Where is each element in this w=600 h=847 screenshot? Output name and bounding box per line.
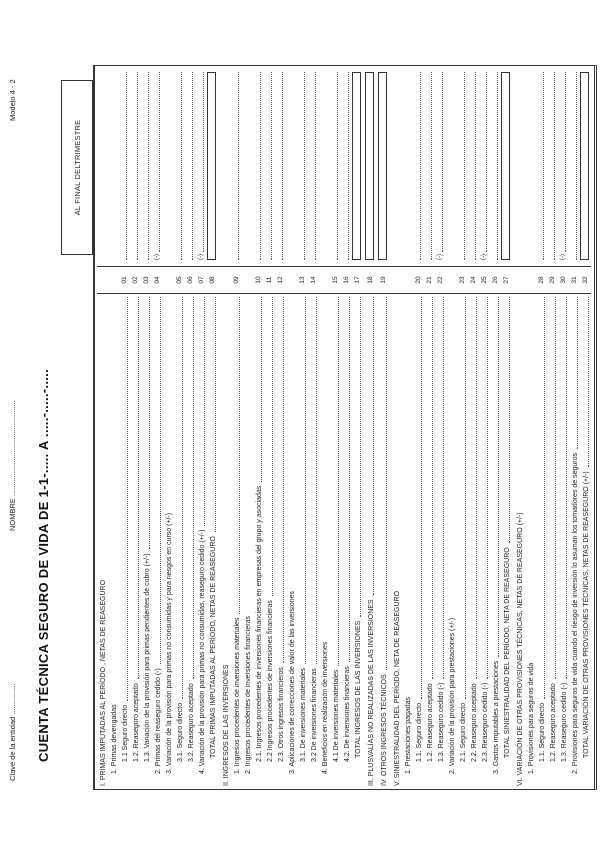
- dotted-leader: [316, 297, 317, 664]
- table-row: [330, 66, 341, 789]
- value-dotted-line: [497, 72, 498, 260]
- dotted-leader: [373, 297, 374, 595]
- value-cell: [378, 66, 389, 266]
- row-label: 2.3. Otros ingresos financieros: [278, 667, 285, 762]
- row-label: 4. Variación de la provisión para primas no consumidas, reaseguro cedido (+/-): [199, 529, 206, 774]
- dotted-leader: [577, 297, 578, 449]
- value-cell: [536, 66, 547, 266]
- value-dotted-line: [282, 72, 283, 260]
- row-label: IV. OTROS INGRESOS TÉCNICOS: [381, 674, 388, 786]
- row-label: 2.1. Ingresos procedentes de inversiones financieras en empresas del grupo y asociadas: [256, 485, 263, 762]
- row-label: 2.2. Reaseguro aceptado: [471, 683, 478, 762]
- value-dotted-line: [260, 72, 261, 260]
- row-label: 3. Aplicaciones de correcciones de valor de las inversiones: [289, 591, 296, 774]
- row-number: 25: [479, 266, 490, 294]
- value-cell: [569, 66, 580, 266]
- row-number: [242, 266, 253, 294]
- value-dotted-line: [271, 72, 272, 260]
- value-cell: [264, 66, 275, 266]
- row-number: 27: [501, 266, 512, 294]
- row-label: TOTAL SINIESTRALIDAD DEL PERÍODO, NETA DE REASEGURO: [504, 547, 511, 758]
- value-cell: [580, 66, 591, 266]
- row-label: 2.1. Seguro directo: [460, 702, 467, 762]
- value-dotted-line: [148, 72, 149, 260]
- value-cell: [242, 66, 253, 266]
- value-cell: [97, 66, 108, 266]
- row-number: 02: [130, 266, 141, 294]
- row-number: [108, 266, 119, 294]
- row-label: 3. Variación de la provisión para primas no consumidas y para riesgos en curso (+/-): [166, 512, 173, 774]
- total-row: [501, 66, 512, 789]
- row-number: 11: [264, 266, 275, 294]
- value-cell: [391, 66, 402, 266]
- row-number: [163, 266, 174, 294]
- value-cell: [297, 66, 308, 266]
- dotted-leader: [509, 297, 510, 543]
- row-label: 1.1. Seguro directo: [539, 702, 546, 762]
- row-label: 3.1. Seguro directo: [177, 702, 184, 762]
- value-cell: [185, 66, 196, 266]
- table-row: [536, 66, 547, 789]
- value-dotted-line: [565, 72, 566, 252]
- table-row: [424, 66, 435, 789]
- value-box: [501, 72, 510, 260]
- table-row: [413, 66, 424, 789]
- row-number: [514, 266, 525, 294]
- value-dotted-line: [576, 72, 577, 260]
- total-row: [352, 66, 363, 789]
- row-number: 22: [435, 266, 446, 294]
- dotted-leader: [215, 297, 216, 532]
- entity-name-field: NOMBRE ..............................................: [8, 400, 17, 531]
- value-dotted-line: [203, 72, 204, 252]
- table-row: [308, 66, 319, 789]
- value-cell: [435, 66, 446, 266]
- value-cell: [163, 66, 174, 266]
- dotted-leader: [239, 297, 240, 614]
- row-number: [391, 266, 402, 294]
- row-number: [446, 266, 457, 294]
- row-label: 1.3. Variación de la provisión para primas pendientes de cobro (+/-): [144, 553, 151, 762]
- section-row: [365, 66, 376, 789]
- section-row: [97, 66, 108, 789]
- table-row: [185, 66, 196, 789]
- dotted-leader: [204, 297, 205, 526]
- table-row: [490, 66, 501, 789]
- row-label: 1. Primas devengadas: [111, 704, 118, 774]
- row-number: 29: [547, 266, 558, 294]
- table-row: [174, 66, 185, 789]
- value-cell: [174, 66, 185, 266]
- row-label: 2. Variación de la provisión para prestaciones (+/-): [449, 617, 456, 774]
- row-label: 1.3. Reaseguro cedido (-): [438, 682, 445, 762]
- row-number: [220, 266, 231, 294]
- value-box: [580, 72, 589, 260]
- dotted-leader: [138, 297, 139, 679]
- value-cell: [547, 66, 558, 266]
- dotted-leader: [555, 297, 556, 679]
- value-cell: [286, 66, 297, 266]
- value-dotted-line: [238, 72, 239, 260]
- table-row: [468, 66, 479, 789]
- row-label: 3.1. De inversiones materiales: [300, 667, 307, 762]
- row-number: [286, 266, 297, 294]
- model-number-label: Modelo 4 - 2: [8, 79, 17, 121]
- table-row: [264, 66, 275, 789]
- table-row: [242, 66, 253, 789]
- value-box: [378, 72, 387, 260]
- value-cell: [352, 66, 363, 266]
- value-cell: [108, 66, 119, 266]
- value-dotted-line: [304, 72, 305, 260]
- value-cell: [231, 66, 242, 266]
- dotted-leader: [443, 297, 444, 679]
- row-label: 1.2. Reaseguro aceptado: [550, 683, 557, 762]
- row-label: I. PRIMAS IMPUTADAS AL PERÍODO , NETAS DE REASEGURO: [100, 579, 107, 786]
- value-cell: [479, 66, 490, 266]
- table-row: [130, 66, 141, 789]
- row-label: 1.2. Reaseguro aceptado: [133, 683, 140, 762]
- value-dotted-line: [420, 72, 421, 260]
- dotted-leader: [261, 297, 262, 482]
- row-label: TOTAL INGRESOS DE LAS INVERSIONES: [355, 620, 362, 758]
- value-dotted-line: [137, 72, 138, 260]
- value-cell: [468, 66, 479, 266]
- negative-sign: (-): [481, 254, 487, 260]
- value-dotted-line: [337, 72, 338, 260]
- table-row: [253, 66, 264, 789]
- table-row: [297, 66, 308, 789]
- value-cell: [558, 66, 569, 266]
- table-row: [319, 66, 330, 789]
- row-label: 1. Ingresos procedentes de inversiones materiales: [234, 617, 241, 774]
- row-number: 17: [352, 266, 363, 294]
- dotted-leader: [349, 297, 350, 662]
- main-table: [93, 65, 597, 790]
- dotted-leader: [160, 297, 161, 664]
- row-number: 24: [468, 266, 479, 294]
- row-label: 1.2. Reaseguro aceptado: [427, 683, 434, 762]
- value-dotted-line: [181, 72, 182, 260]
- value-dotted-line: [442, 72, 443, 252]
- dotted-leader: [305, 297, 306, 664]
- value-cell: [424, 66, 435, 266]
- table-row: [446, 66, 457, 789]
- value-cell: [402, 66, 413, 266]
- value-cell: [319, 66, 330, 266]
- period-column-header: AL FINAL DELTRIMESTRE: [61, 80, 93, 255]
- value-dotted-line: [192, 72, 193, 260]
- value-cell: [253, 66, 264, 266]
- value-dotted-line: [464, 72, 465, 260]
- value-dotted-line: [543, 72, 544, 260]
- value-cell: [514, 66, 525, 266]
- row-label: 2. Ingresos procedentes de inversiones financieras: [245, 616, 252, 774]
- row-label: 2.3. Reaseguro cedido (-): [482, 682, 489, 762]
- table-row: [525, 66, 536, 789]
- dotted-leader: [338, 297, 339, 666]
- section-row: [378, 66, 389, 789]
- row-label: 3.2 De inversiones financieras: [311, 668, 318, 762]
- negative-sign: (-): [560, 254, 566, 260]
- section-row: [220, 66, 231, 789]
- row-label: 1. Provisiones para seguros de vida: [528, 662, 535, 774]
- row-number: 08: [207, 266, 218, 294]
- dotted-leader: [498, 297, 499, 657]
- value-dotted-line: [159, 72, 160, 252]
- dotted-leader: [360, 297, 361, 617]
- value-cell: [457, 66, 468, 266]
- row-number: 23: [457, 266, 468, 294]
- row-number: 12: [275, 266, 286, 294]
- row-label: 1.3. Reaseguro cedido (-): [561, 682, 568, 762]
- row-number: 01: [119, 266, 130, 294]
- row-number: [319, 266, 330, 294]
- row-number: 16: [341, 266, 352, 294]
- row-number: 05: [174, 266, 185, 294]
- row-number: 09: [231, 266, 242, 294]
- value-cell: [130, 66, 141, 266]
- row-label: 2. Provisiones para seguros de vida cuando el riesgo de inversión lo asuman los tomadores de seguros: [572, 452, 579, 774]
- row-number: 04: [152, 266, 163, 294]
- dotted-leader: [182, 297, 183, 699]
- row-number: 21: [424, 266, 435, 294]
- dotted-leader: [432, 297, 433, 679]
- table-row: [119, 66, 130, 789]
- section-row: [514, 66, 525, 789]
- value-box: [352, 72, 361, 260]
- value-cell: [275, 66, 286, 266]
- row-label: 2.2 Ingresos procedentes de inversiones financieras: [267, 600, 274, 762]
- value-cell: [490, 66, 501, 266]
- row-number: 15: [330, 266, 341, 294]
- row-label: VI. VARIACIÓN DE OTRAS PROVISIONES TÉCNICAS, NETAS DE REASEGURO (+/-): [517, 512, 524, 786]
- table-row: [108, 66, 119, 789]
- row-label: TOTAL PRIMAS IMPUTADAS AL PERÍODO, NETAS DE REASEGURO: [210, 536, 217, 758]
- row-label: 4. Beneficios en realización de inversiones: [322, 641, 329, 774]
- value-cell: [141, 66, 152, 266]
- row-number: [97, 266, 108, 294]
- dotted-leader: [588, 297, 589, 467]
- document-title: CUENTA TÉCNICA SEGURO DE VIDA DE 1-1-..... A .....-.....-.....: [36, 369, 51, 762]
- row-number: 10: [253, 266, 264, 294]
- negative-sign: (-): [437, 254, 443, 260]
- dotted-leader: [283, 297, 284, 663]
- row-number: 30: [558, 266, 569, 294]
- table-row: [569, 66, 580, 789]
- dotted-leader: [386, 297, 387, 670]
- negative-sign: (-): [198, 254, 204, 260]
- row-number: [525, 266, 536, 294]
- table-row: [457, 66, 468, 789]
- table-row: [163, 66, 174, 789]
- table-row: [275, 66, 286, 789]
- value-dotted-line: [431, 72, 432, 260]
- row-label: 3. Gastos imputables a prestaciones: [493, 660, 500, 774]
- row-number: [402, 266, 413, 294]
- section-row: [391, 66, 402, 789]
- value-dotted-line: [126, 72, 127, 260]
- row-number: 20: [413, 266, 424, 294]
- value-cell: [152, 66, 163, 266]
- row-label: V. SINIESTRALIDAD DEL PERÍODO, NETA DE REASEGURO: [394, 590, 401, 786]
- table-row: [547, 66, 558, 789]
- entity-code-field: Clave de la entidad ...............: [8, 683, 17, 781]
- row-label: 4.2. De inversiones financieras: [344, 666, 351, 762]
- dotted-leader: [476, 297, 477, 679]
- row-label: II. INGRESOS DE LAS INVERSIONES: [223, 664, 230, 786]
- row-number: 06: [185, 266, 196, 294]
- table-row: [196, 66, 207, 789]
- total-row: [580, 66, 591, 789]
- table-row: [479, 66, 490, 789]
- row-number: 03: [141, 266, 152, 294]
- row-label: 3.2. Reaseguro aceptado: [188, 683, 195, 762]
- row-label: TOTAL VARIACIÓN DE OTRAS PROVISIONES TÉCNICAS, NETAS DE REASEGURO (+/-): [583, 471, 590, 758]
- dotted-leader: [272, 297, 273, 596]
- value-cell: [446, 66, 457, 266]
- dotted-leader: [566, 297, 567, 679]
- value-box: [207, 72, 216, 260]
- dotted-leader: [544, 297, 545, 699]
- table-row: [141, 66, 152, 789]
- dotted-leader: [193, 297, 194, 679]
- row-number: 07: [196, 266, 207, 294]
- value-cell: [501, 66, 512, 266]
- value-box: [365, 72, 374, 260]
- value-dotted-line: [348, 72, 349, 260]
- row-number: 19: [378, 266, 389, 294]
- table-row: [435, 66, 446, 789]
- table-row: [558, 66, 569, 789]
- value-cell: [341, 66, 352, 266]
- row-number: 26: [490, 266, 501, 294]
- table-row: [286, 66, 297, 789]
- dotted-leader: [127, 297, 128, 701]
- negative-sign: (-): [154, 254, 160, 260]
- table-row: [402, 66, 413, 789]
- row-label: III. PLUSVALÍAS NO REALIZADAS DE LAS INVERSIONES: [368, 599, 375, 786]
- dotted-leader: [149, 297, 150, 549]
- dotted-leader: [465, 297, 466, 699]
- row-label: 1. Prestaciones pagadas: [405, 696, 412, 774]
- value-cell: [220, 66, 231, 266]
- table-row: [231, 66, 242, 789]
- value-cell: [119, 66, 130, 266]
- value-cell: [365, 66, 376, 266]
- row-label: 2. Primas del reaseguro cedido (-): [155, 668, 162, 774]
- value-cell: [525, 66, 536, 266]
- value-cell: [196, 66, 207, 266]
- value-cell: [413, 66, 424, 266]
- value-cell: [330, 66, 341, 266]
- dotted-leader: [421, 297, 422, 699]
- row-number: 31: [569, 266, 580, 294]
- value-cell: [308, 66, 319, 266]
- value-cell: [207, 66, 218, 266]
- value-dotted-line: [554, 72, 555, 260]
- value-dotted-line: [475, 72, 476, 260]
- table-row: [341, 66, 352, 789]
- table-row: [152, 66, 163, 789]
- row-number: 28: [536, 266, 547, 294]
- value-dotted-line: [486, 72, 487, 252]
- dotted-leader: [487, 297, 488, 679]
- row-label: 4.1 De inversiones materiales: [333, 669, 340, 762]
- row-number: 13: [297, 266, 308, 294]
- row-label: 1.1. Seguro directo: [416, 702, 423, 762]
- total-row: [207, 66, 218, 789]
- value-dotted-line: [315, 72, 316, 260]
- row-number: 14: [308, 266, 319, 294]
- row-number: 18: [365, 266, 376, 294]
- row-label: 1.1 Seguro directo: [122, 704, 129, 762]
- row-number: 32: [580, 266, 591, 294]
